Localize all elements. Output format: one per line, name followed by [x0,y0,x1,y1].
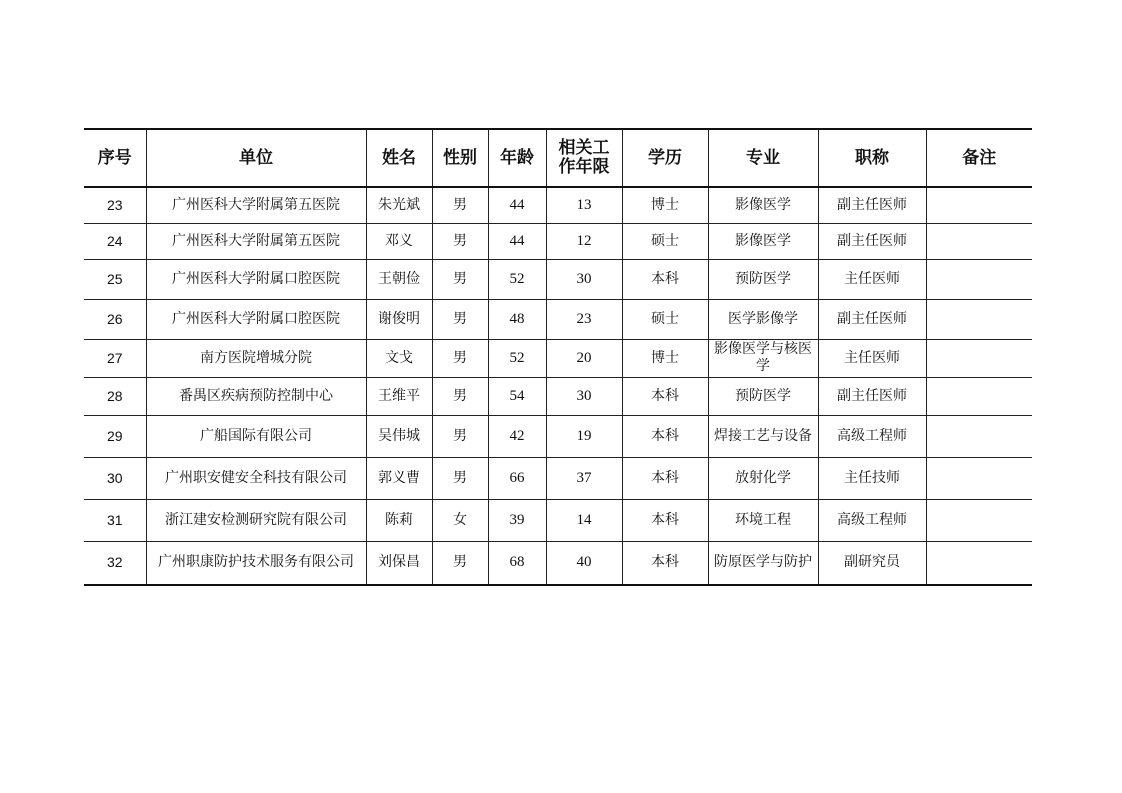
cell-remarks [926,457,1032,499]
cell-title: 副主任医师 [818,223,926,259]
cell-unit: 广州医科大学附属第五医院 [146,223,366,259]
cell-age: 68 [488,541,546,585]
cell-name: 郭义曹 [366,457,432,499]
cell-title: 副主任医师 [818,187,926,223]
cell-title: 主任技师 [818,457,926,499]
cell-title: 副研究员 [818,541,926,585]
cell-remarks [926,187,1032,223]
cell-seq: 26 [84,299,146,339]
cell-major: 预防医学 [708,259,818,299]
cell-years: 14 [546,499,622,541]
cell-years: 30 [546,259,622,299]
cell-name: 谢俊明 [366,299,432,339]
cell-gender: 男 [432,187,488,223]
cell-gender: 男 [432,415,488,457]
cell-name: 吴伟城 [366,415,432,457]
table-row [84,541,1032,585]
cell-major: 放射化学 [708,457,818,499]
cell-age: 39 [488,499,546,541]
cell-education: 本科 [622,377,708,415]
cell-major: 预防医学 [708,377,818,415]
header-title: 职称 [818,129,926,187]
cell-years: 20 [546,339,622,377]
cell-gender: 男 [432,457,488,499]
header-row [84,129,1032,187]
cell-education: 本科 [622,541,708,585]
header-years-line2: 作年限 [558,157,610,177]
cell-unit: 广州职康防护技术服务有限公司 [146,541,366,585]
cell-years: 40 [546,541,622,585]
personnel-table [84,128,1032,586]
cell-gender: 男 [432,339,488,377]
cell-education: 本科 [622,415,708,457]
cell-seq: 27 [84,339,146,377]
cell-seq: 28 [84,377,146,415]
header-major: 专业 [708,129,818,187]
cell-seq: 23 [84,187,146,223]
table-row [84,457,1032,499]
cell-education: 本科 [622,259,708,299]
cell-education: 硕士 [622,223,708,259]
cell-age: 66 [488,457,546,499]
table-row [84,187,1032,223]
cell-years: 37 [546,457,622,499]
table-row [84,415,1032,457]
cell-major: 医学影像学 [708,299,818,339]
cell-education: 本科 [622,499,708,541]
cell-remarks [926,223,1032,259]
cell-remarks [926,259,1032,299]
cell-major: 环境工程 [708,499,818,541]
cell-title: 高级工程师 [818,415,926,457]
header-remarks: 备注 [926,129,1032,187]
cell-name: 朱光斌 [366,187,432,223]
cell-remarks [926,541,1032,585]
table-row [84,223,1032,259]
cell-age: 44 [488,187,546,223]
cell-remarks [926,339,1032,377]
table-header [84,129,1032,187]
header-gender: 性别 [432,129,488,187]
cell-remarks [926,415,1032,457]
cell-age: 44 [488,223,546,259]
cell-age: 48 [488,299,546,339]
cell-name: 刘保昌 [366,541,432,585]
personnel-table-sheet [84,128,1032,586]
header-seq: 序号 [84,129,146,187]
cell-remarks [926,377,1032,415]
cell-major: 影像医学 [708,187,818,223]
cell-title: 高级工程师 [818,499,926,541]
cell-age: 54 [488,377,546,415]
cell-education: 博士 [622,339,708,377]
cell-name: 文戈 [366,339,432,377]
table-row [84,377,1032,415]
cell-unit: 广州医科大学附属口腔医院 [146,299,366,339]
cell-gender: 男 [432,223,488,259]
cell-major: 影像医学与核医学 [708,339,818,377]
header-years-line1: 相关工 [558,138,610,158]
cell-remarks [926,499,1032,541]
cell-unit: 南方医院增城分院 [146,339,366,377]
cell-gender: 男 [432,541,488,585]
cell-seq: 29 [84,415,146,457]
cell-education: 硕士 [622,299,708,339]
cell-gender: 男 [432,299,488,339]
cell-unit: 番禺区疾病预防控制中心 [146,377,366,415]
cell-unit: 广船国际有限公司 [146,415,366,457]
cell-seq: 30 [84,457,146,499]
cell-title: 副主任医师 [818,377,926,415]
table-row [84,499,1032,541]
header-unit: 单位 [146,129,366,187]
cell-education: 本科 [622,457,708,499]
header-years [546,129,622,187]
header-name: 姓名 [366,129,432,187]
cell-name: 邓义 [366,223,432,259]
cell-seq: 31 [84,499,146,541]
cell-seq: 24 [84,223,146,259]
cell-age: 52 [488,259,546,299]
cell-education: 博士 [622,187,708,223]
cell-major: 焊接工艺与设备 [708,415,818,457]
table-body [84,187,1032,585]
cell-seq: 32 [84,541,146,585]
cell-years: 30 [546,377,622,415]
cell-gender: 男 [432,377,488,415]
table-row [84,259,1032,299]
cell-years: 12 [546,223,622,259]
cell-major: 影像医学 [708,223,818,259]
header-education: 学历 [622,129,708,187]
cell-remarks [926,299,1032,339]
cell-age: 42 [488,415,546,457]
cell-seq: 25 [84,259,146,299]
cell-unit: 广州医科大学附属口腔医院 [146,259,366,299]
table-row [84,299,1032,339]
cell-major: 防原医学与防护 [708,541,818,585]
header-age: 年龄 [488,129,546,187]
cell-age: 52 [488,339,546,377]
table-row [84,339,1032,377]
cell-years: 23 [546,299,622,339]
cell-title: 主任医师 [818,259,926,299]
cell-name: 王朝俭 [366,259,432,299]
cell-name: 王维平 [366,377,432,415]
cell-title: 副主任医师 [818,299,926,339]
cell-unit: 广州医科大学附属第五医院 [146,187,366,223]
cell-gender: 女 [432,499,488,541]
cell-title: 主任医师 [818,339,926,377]
cell-years: 13 [546,187,622,223]
cell-years: 19 [546,415,622,457]
cell-gender: 男 [432,259,488,299]
cell-name: 陈莉 [366,499,432,541]
cell-unit: 浙江建安检测研究院有限公司 [146,499,366,541]
cell-unit: 广州职安健安全科技有限公司 [146,457,366,499]
